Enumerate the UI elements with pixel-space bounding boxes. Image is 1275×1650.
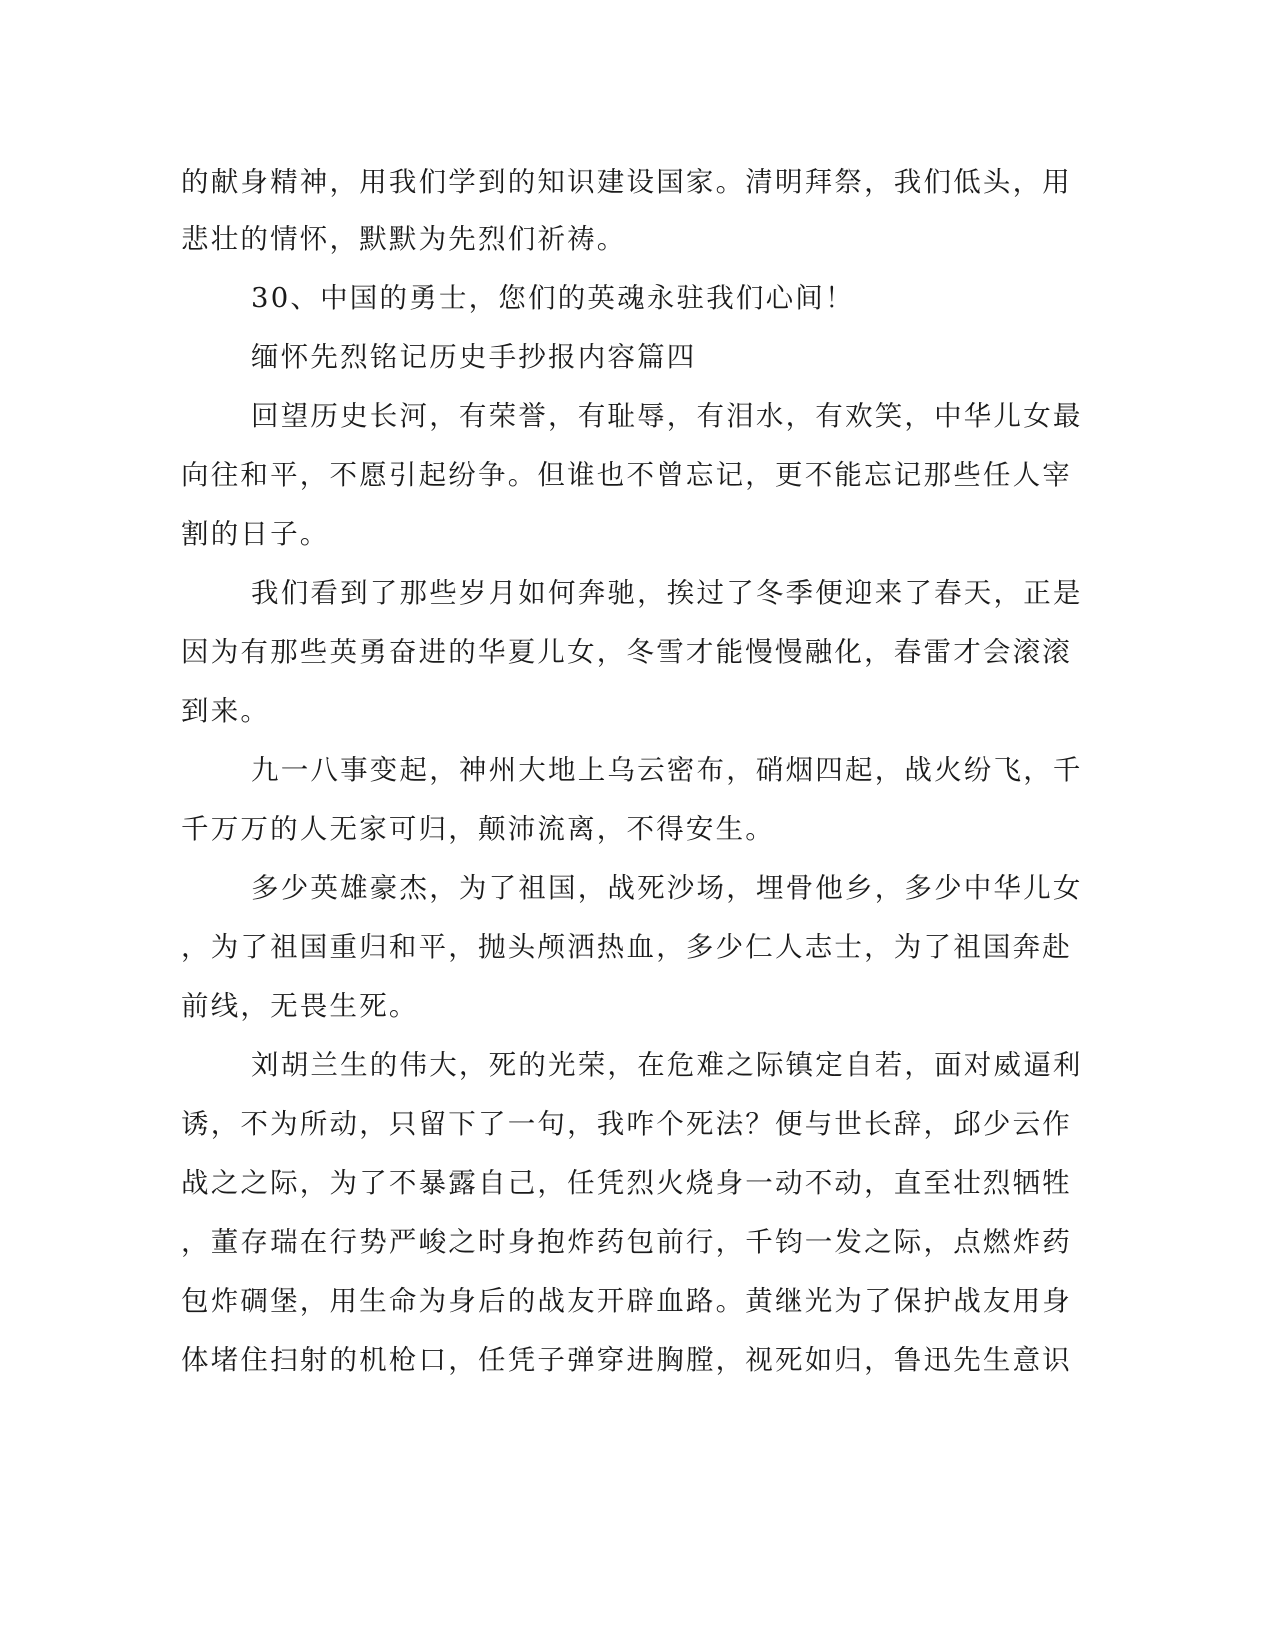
- text-line: 体堵住扫射的机枪口，任凭子弹穿进胸膛，视死如归，鲁迅先生意识: [181, 1344, 1072, 1376]
- text-line: 割的日子。: [181, 518, 330, 550]
- text-line: 多少英雄豪杰，为了祖国，战死沙场，埋骨他乡，多少中华儿女: [251, 872, 1083, 904]
- section-heading: 缅怀先烈铭记历史手抄报内容篇四: [251, 341, 697, 373]
- text-line: 我们看到了那些岁月如何奔驰，挨过了冬季便迎来了春天，正是: [251, 577, 1083, 609]
- text-line: 前线，无畏生死。: [181, 990, 419, 1022]
- text-line: 向往和平，不愿引起纷争。但谁也不曾忘记，更不能忘记那些任人宰: [181, 459, 1072, 491]
- text-line: 30、中国的勇士，您们的英魂永驻我们心间！: [251, 282, 855, 314]
- text-line: ，董存瑞在行势严峻之时身抱炸药包前行，千钧一发之际，点燃炸药: [181, 1226, 1072, 1258]
- text-line: 千万万的人无家可归，颠沛流离，不得安生。: [181, 813, 775, 845]
- text-line: ，为了祖国重归和平，抛头颅洒热血，多少仁人志士，为了祖国奔赴: [181, 931, 1072, 963]
- text-line: 悲壮的情怀，默默为先烈们祈祷。: [181, 223, 627, 255]
- text-line: 的献身精神，用我们学到的知识建设国家。清明拜祭，我们低头，用: [181, 166, 1072, 198]
- text-line: 因为有那些英勇奋进的华夏儿女，冬雪才能慢慢融化，春雷才会滚滚: [181, 636, 1072, 668]
- text-line: 回望历史长河，有荣誉，有耻辱，有泪水，有欢笑，中华儿女最: [251, 400, 1083, 432]
- text-line: 战之之际，为了不暴露自己，任凭烈火烧身一动不动，直至壮烈牺牲: [181, 1167, 1072, 1199]
- text-line: 到来。: [181, 695, 271, 727]
- text-line: 包炸碉堡，用生命为身后的战友开辟血路。黄继光为了保护战友用身: [181, 1285, 1072, 1317]
- text-line: 九一八事变起，神州大地上乌云密布，硝烟四起，战火纷飞，千: [251, 754, 1083, 786]
- text-line: 刘胡兰生的伟大，死的光荣，在危难之际镇定自若，面对威逼利: [251, 1049, 1083, 1081]
- text-line: 诱，不为所动，只留下了一句，我咋个死法？便与世长辞，邱少云作: [181, 1108, 1072, 1140]
